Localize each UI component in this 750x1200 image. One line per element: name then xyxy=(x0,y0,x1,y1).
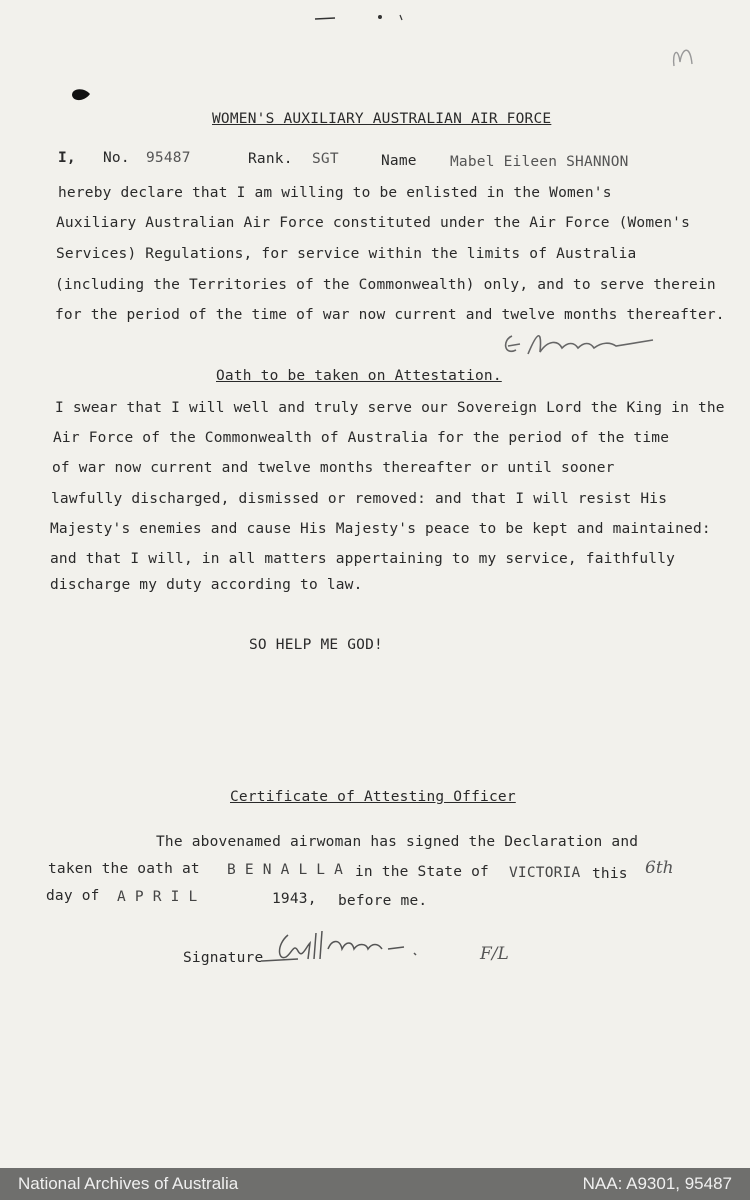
number-label: No. xyxy=(103,150,130,166)
certificate-text: taken the oath at xyxy=(48,861,200,877)
archive-footer xyxy=(0,1168,750,1200)
service-number: 95487 xyxy=(146,150,191,166)
attestation-day: 6th xyxy=(645,858,674,878)
oath-line: Majesty's enemies and cause His Majesty's peace to be kept and maintained: xyxy=(50,521,711,537)
attestation-state: VICTORIA xyxy=(509,865,581,881)
oath-closing: SO HELP ME GOD! xyxy=(249,637,383,653)
archive-name: National Archives of Australia xyxy=(18,1174,239,1193)
certificate-text: this xyxy=(592,866,628,882)
declaration-line: Services) Regulations, for service within the limits of Australia xyxy=(56,246,637,262)
oath-line: discharge my duty according to law. xyxy=(50,577,363,593)
declaration-line: for the period of the time of war now current and twelve months thereafter. xyxy=(55,307,725,323)
certificate-text: in the State of xyxy=(355,864,489,880)
rank-value: SGT xyxy=(312,151,339,167)
certificate-text: day of xyxy=(46,888,100,904)
archive-reference: NAA: A9301, 95487 xyxy=(582,1174,732,1193)
attestation-place: B E N A L L A xyxy=(227,862,344,878)
punch-hole-mark xyxy=(70,86,92,104)
declaration-line: (including the Territories of the Commonwealth) only, and to serve therein xyxy=(55,277,716,293)
oath-line: Air Force of the Commonwealth of Australia for the period of the time xyxy=(53,430,670,446)
oath-line: of war now current and twelve months thereafter or until sooner xyxy=(52,460,615,476)
enlistee-signature xyxy=(498,326,658,362)
attestation-year: 1943, xyxy=(272,891,317,907)
certificate-text: before me. xyxy=(338,893,428,909)
declaration-prefix: I, xyxy=(58,150,76,166)
declaration-line: hereby declare that I am willing to be enlisted in the Women's xyxy=(58,185,612,201)
oath-line: I swear that I will well and truly serve our Sovereign Lord the King in the xyxy=(55,400,725,416)
officer-rank: F/L xyxy=(480,944,509,964)
rank-label: Rank. xyxy=(248,151,293,167)
officer-signature xyxy=(258,925,478,967)
corner-pencil-mark xyxy=(668,42,698,70)
attestation-month: A P R I L xyxy=(117,889,198,905)
oath-heading: Oath to be taken on Attestation. xyxy=(216,368,502,384)
document-title: WOMEN'S AUXILIARY AUSTRALIAN AIR FORCE xyxy=(212,111,552,127)
certificate-line: The abovenamed airwoman has signed the Declaration and xyxy=(156,834,639,850)
top-ink-marks xyxy=(310,10,420,24)
enlistee-name: Mabel Eileen SHANNON xyxy=(450,154,629,170)
signature-label: Signature xyxy=(183,950,264,966)
oath-line: and that I will, in all matters appertaining to my service, faithfully xyxy=(50,551,676,567)
oath-line: lawfully discharged, dismissed or removed: and that I will resist His xyxy=(51,491,668,507)
declaration-line: Auxiliary Australian Air Force constituted under the Air Force (Women's xyxy=(56,215,691,231)
name-label: Name xyxy=(381,153,417,169)
certificate-heading: Certificate of Attesting Officer xyxy=(230,789,516,805)
